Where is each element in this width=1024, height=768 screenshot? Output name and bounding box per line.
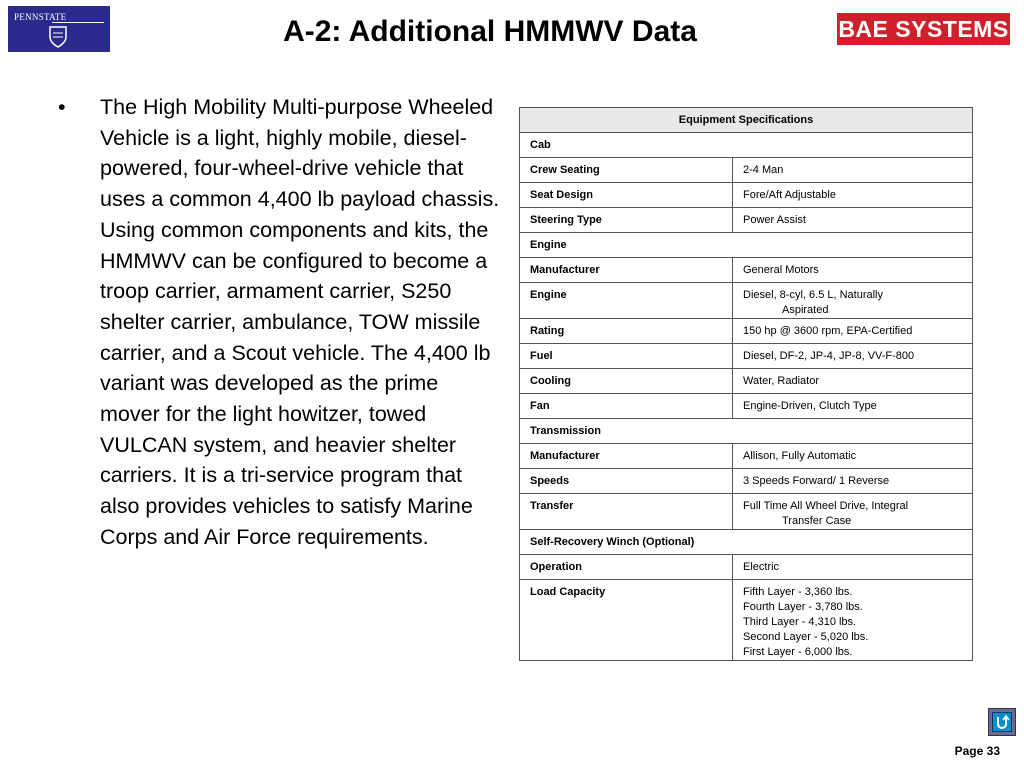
spec-label: Manufacturer <box>520 258 733 283</box>
spec-value-line: Full Time All Wheel Drive, Integral <box>743 500 909 512</box>
table-row <box>520 158 973 183</box>
table-row <box>520 258 973 283</box>
section-title: Engine <box>520 233 973 258</box>
spec-value-line: Fifth Layer - 3,360 lbs. <box>743 586 853 598</box>
spec-label: Operation <box>520 555 733 580</box>
spec-value <box>733 319 973 344</box>
spec-value-line: Allison, Fully Automatic <box>743 450 857 462</box>
spec-value-line: Diesel, DF-2, JP-4, JP-8, VV-F-800 <box>743 350 915 362</box>
spec-value-line: Water, Radiator <box>743 375 820 387</box>
bullet-icon: • <box>58 95 66 119</box>
spec-value-line: Third Layer - 4,310 lbs. <box>743 616 857 628</box>
spec-value-line: Fourth Layer - 3,780 lbs. <box>743 601 863 613</box>
spec-label: Transfer <box>520 494 733 530</box>
spec-label: Load Capacity <box>520 580 733 661</box>
description-bullet <box>58 92 508 553</box>
section-title: Transmission <box>520 419 973 444</box>
spec-value <box>733 444 973 469</box>
table-row <box>520 494 973 530</box>
table-row <box>520 283 973 319</box>
spec-label: Cooling <box>520 369 733 394</box>
spec-value-line: 150 hp @ 3600 rpm, EPA-Certified <box>743 325 913 337</box>
table-row <box>520 394 973 419</box>
table-row <box>520 183 973 208</box>
spec-value-line: Fore/Aft Adjustable <box>743 189 836 201</box>
equipment-specifications-table <box>519 107 973 661</box>
table-row <box>520 580 973 661</box>
table-row <box>520 369 973 394</box>
shield-icon <box>48 26 68 48</box>
spec-label: Steering Type <box>520 208 733 233</box>
spec-value <box>733 494 973 530</box>
page-number: Page 33 <box>954 744 1000 758</box>
spec-value-line: Diesel, 8-cyl, 6.5 L, Naturally <box>743 289 883 301</box>
spec-label: Speeds <box>520 469 733 494</box>
spec-label: Fuel <box>520 344 733 369</box>
spec-value <box>733 394 973 419</box>
section-row <box>520 419 973 444</box>
spec-value-line: General Motors <box>743 264 819 276</box>
spec-value-line: Electric <box>743 561 780 573</box>
return-icon <box>992 712 1012 732</box>
page-title: A-2: Additional HMMWV Data <box>283 15 697 48</box>
spec-label: Rating <box>520 319 733 344</box>
spec-label: Engine <box>520 283 733 319</box>
spec-value-line: First Layer - 6,000 lbs. <box>743 646 853 658</box>
spec-value-line: Engine-Driven, Clutch Type <box>743 400 877 412</box>
table-row <box>520 469 973 494</box>
section-title: Self-Recovery Winch (Optional) <box>520 530 973 555</box>
table-header: Equipment Specifications <box>520 108 973 133</box>
section-row <box>520 530 973 555</box>
spec-value-line: Transfer Case <box>782 515 852 527</box>
spec-value <box>733 369 973 394</box>
table-row <box>520 208 973 233</box>
pennstate-logo-text: PENNSTATE <box>14 12 67 22</box>
spec-value-line: Second Layer - 5,020 lbs. <box>743 631 869 643</box>
spec-value-line: Aspirated <box>782 304 829 316</box>
spec-value <box>733 283 973 319</box>
spec-label: Manufacturer <box>520 444 733 469</box>
spec-value <box>733 344 973 369</box>
bae-systems-logo-text: BAE SYSTEMS <box>838 15 1009 42</box>
bae-systems-logo <box>837 13 1010 45</box>
table-row <box>520 444 973 469</box>
spec-value <box>733 555 973 580</box>
spec-value <box>733 158 973 183</box>
spec-value <box>733 580 973 661</box>
spec-label: Crew Seating <box>520 158 733 183</box>
spec-value-line: 2-4 Man <box>743 164 784 176</box>
spec-value <box>733 258 973 283</box>
table-row <box>520 555 973 580</box>
table-row <box>520 319 973 344</box>
spec-label: Fan <box>520 394 733 419</box>
spec-value <box>733 469 973 494</box>
section-row <box>520 133 973 158</box>
spec-value <box>733 208 973 233</box>
spec-label: Seat Design <box>520 183 733 208</box>
return-button[interactable] <box>988 708 1016 736</box>
table-row <box>520 344 973 369</box>
section-title: Cab <box>520 133 973 158</box>
spec-value <box>733 183 973 208</box>
pennstate-logo <box>8 6 110 52</box>
description-text: The High Mobility Multi-purpose Wheeled Vehicle is a light, highly mobile, diesel-powered, four-wheel-drive vehicle that uses a common 4,400 lb payload chassis. Using common components and kits, the HMMWV can be configured to become a troop carrier, armament carrier, S250 shelter carrier, ambulance, TOW missile carrier, and a Scout vehicle. The 4,400 lb variant was developed as the prime mover for the light howitzer, towed VULCAN system, and heavier shelter carriers. It is a tri-service program that also provides vehicles to satisfy Marine Corps and Air Force requirements. <box>100 95 500 549</box>
section-row <box>520 233 973 258</box>
spec-value-line: 3 Speeds Forward/ 1 Reverse <box>743 475 890 487</box>
spec-value-line: Power Assist <box>743 214 806 226</box>
